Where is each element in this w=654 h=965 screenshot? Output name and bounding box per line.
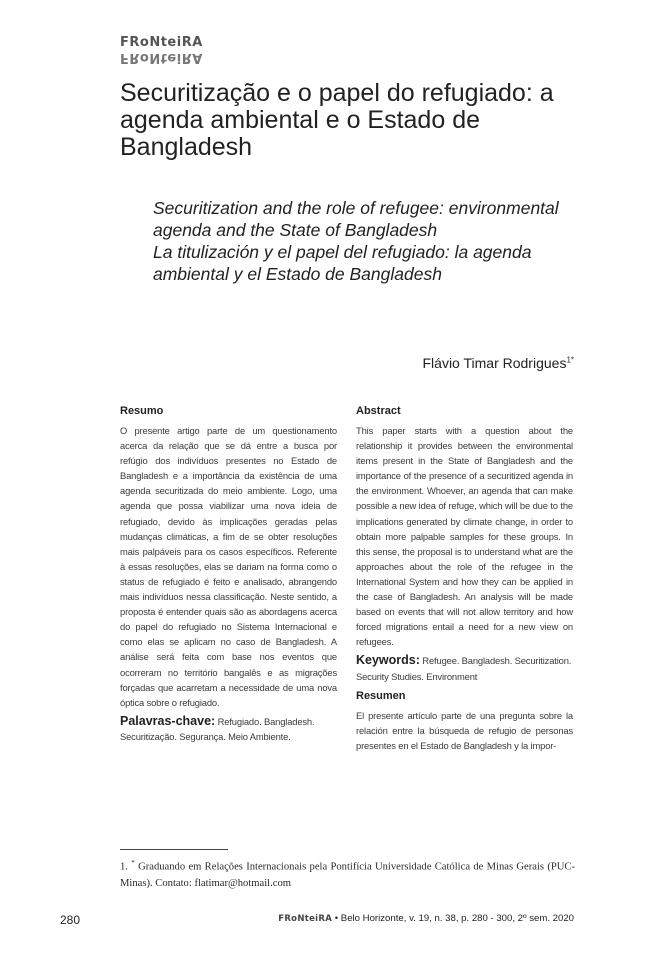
abstract-heading: Abstract	[356, 405, 401, 417]
journal-logo	[120, 36, 240, 66]
palavras-chave-label: Palavras-chave:	[120, 713, 216, 728]
resumo-heading: Resumo	[120, 405, 164, 417]
column-portuguese	[120, 404, 337, 744]
subtitle-spanish: La titulización y el papel del refugiado: la agenda ambiental y el Estado de Bangladesh	[153, 242, 532, 284]
abstract-text: This paper starts with a question about the relationship it provides between the environmental items present in the State of Bangladesh and the importance of the presence of a securitized agenda in the environment. Whoever, an agenda that can make possible a new idea of refuge, which will be due to the implications generated by climate change, in order to obtain more palpable samples for these groups. In this sense, the proposal is to understand what are the approaches about the role of the refugee in the International System and how they can be applied in the case of Bangladesh. An analysis will be made based on events that will not allow territory and how forced migrations entail a need for a new view on refugees.	[356, 425, 573, 648]
subtitle-english: Securitization and the role of refugee: environmental agenda and the State of Bangladesh	[153, 198, 559, 240]
journal-citation	[278, 913, 574, 924]
footnote-text: Graduando em Relações Internacionais pela Pontifícia Universidade Católica de Minas Gerais (PUC-Minas). Contato: flatimar@hotmail.com	[120, 861, 576, 889]
keywords	[356, 653, 573, 683]
keywords-label: Keywords:	[356, 653, 420, 668]
resumen-heading: Resumen	[356, 689, 406, 702]
column-english-spanish	[356, 404, 573, 753]
author-line	[330, 355, 574, 371]
footer-journal-logo: FRoNteiRA	[278, 914, 333, 924]
resumen-text: El presente artículo parte de una pregunta sobre la relación entre la búsqueda de refugio de personas presentes en el Estado de Bangladesh y la impor-	[356, 709, 573, 751]
footnote	[120, 855, 575, 892]
footnote-number: 1.	[120, 861, 128, 873]
footnote-rule	[120, 849, 228, 850]
article-subtitles	[153, 197, 593, 285]
palavras-chave	[120, 714, 337, 744]
author-footnote-mark: 1*	[566, 355, 574, 365]
journal-logo-reflection: FRoNteiRA	[120, 50, 203, 65]
footer-citation-text: • Belo Horizonte, v. 19, n. 38, p. 280 - 300, 2º sem. 2020	[334, 913, 574, 924]
palavras-chave-list: Refugiado. Bangladesh. Securitização. Segurança. Meio Ambiente.	[120, 715, 315, 742]
journal-logo-text: FRoNteiRA	[120, 35, 203, 50]
page-number: 280	[60, 913, 81, 927]
article-title: Securitização e o papel do refugiado: a agenda ambiental e o Estado de Bangladesh	[120, 79, 554, 161]
footnote-mark: *	[131, 859, 135, 867]
resumo-text: O presente artigo parte de um questionamento acerca da relação que se dá entre a busca por refúgio dos indivíduos presentes no Estado de Bangladesh e a importância da existência de uma agenda securitizada do meio ambiente. Logo, uma agenda que possa viabilizar uma nova ideia de refugiado, devido às implicações geradas pelas mudanças climáticas, a fim de se obter resoluções mais palpáveis para os casos específicos. Referente à essas resoluções, elas se dariam na forma como o status de refugiado é feito e analisado, abrangendo mais indivíduos nessa classificação. Neste sentido, a proposta é entender quais são as abordagens acerca do papel do refugiado no Sistema Internacional e como elas se aplicam no caso de Bangladesh. A análise será feita com base nos eventos que ocorreram no território bangalês e as migrações forçadas que acarretam a necessidade de uma nova óptica sobre o refugiado.	[120, 425, 337, 708]
keywords-list: Refugee. Bangladesh. Securitization. Security Studies. Environment	[356, 655, 572, 682]
author-name: Flávio Timar Rodrigues	[422, 355, 567, 371]
